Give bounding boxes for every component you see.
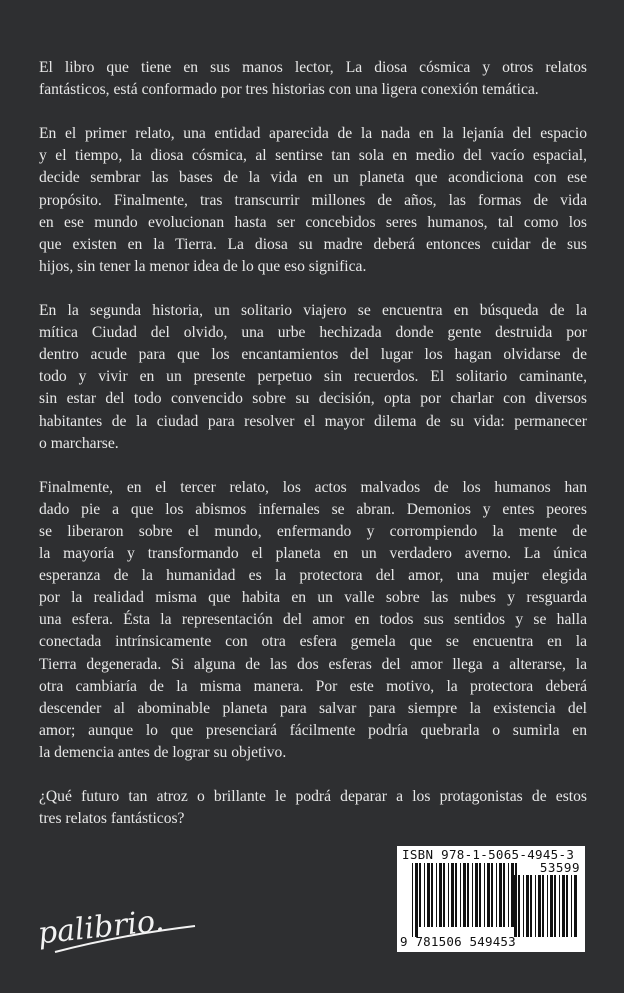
text-line: Finalmente, en el tercer relato, los actos malvados de los humanos han <box>39 478 587 496</box>
barcode-bar <box>487 863 490 927</box>
text-line: habitantes de la ciudad para resolver el mayor dilema de su vida: permanecer <box>39 412 587 430</box>
text-line: En el primer relato, una entidad aparecida de la nada en la lejanía del espacio <box>39 125 587 143</box>
barcode-bar <box>550 875 553 937</box>
barcode-bar <box>514 875 517 937</box>
barcode-bar <box>431 863 433 927</box>
price-code: 53599 <box>539 860 580 875</box>
text-line: propósito. Finalmente, tras transcurrir millones de años, las formas de vida <box>39 191 587 209</box>
text-line: En la segunda historia, un solitario viajero se encuentra en búsqueda de la <box>39 302 587 320</box>
barcode-bar <box>467 863 469 927</box>
paragraph <box>39 786 587 830</box>
barcode-bar <box>518 875 520 937</box>
barcode-bar <box>571 875 572 937</box>
text-line: por la realidad misma que habita en un valle sobre las nubes y resguarda <box>39 589 587 607</box>
barcode-bar <box>472 863 473 927</box>
barcode-bar <box>554 875 556 937</box>
barcode-bar <box>566 875 568 937</box>
ean-digits: 9 781506 549453 <box>400 934 516 949</box>
text-line: tres relatos fantásticos? <box>39 810 185 828</box>
text-line: se liberaron sobre el mundo, enfermando y corrompiendo la mente de <box>39 522 587 540</box>
barcode-bar <box>419 863 421 927</box>
barcode-bars-main <box>412 863 519 937</box>
barcode-bar <box>526 875 529 937</box>
text-line: y el tiempo, la diosa cósmica, al sentirse tan sola en medio del vacío espacial, <box>39 147 587 165</box>
text-line: todo y vivir en un presente perpetuo sin recuerdos. El solitario caminante, <box>39 368 587 386</box>
text-line: una esfera. Ésta la representación del amor en todos sus sentidos y se halla <box>39 611 587 629</box>
text-line: sin estar del todo convencido sobre su decisión, opta por charlar con diversos <box>39 390 587 408</box>
text-line: otra cambiaría de la misma manera. Por este motivo, la protectora deberá <box>39 677 587 695</box>
text-line: mítica Ciudad del olvido, una urbe hechizada donde gente destruida por <box>39 324 587 342</box>
text-line: El libro que tiene en sus manos lector, La diosa cósmica y otros relatos <box>39 59 587 76</box>
paragraph <box>39 477 587 764</box>
barcode-bar <box>463 863 466 927</box>
text-line: esperanza de la humanidad es la protectora del amor, una mujer elegida <box>39 567 587 585</box>
barcode-bar <box>412 863 413 937</box>
barcode-bar <box>530 875 532 937</box>
paragraph <box>39 57 587 101</box>
text-line: dentro acude para que los encantamientos del lugar los hagan olvidarse de <box>39 346 587 364</box>
barcode-bar <box>542 875 544 937</box>
barcode-bar <box>499 863 502 927</box>
barcode-bar <box>547 875 548 937</box>
isbn-label: ISBN 978-1-5065-4945-3 <box>402 847 575 862</box>
barcode-bar <box>508 863 509 927</box>
text-line: en ese mundo evolucionan hasta ser concebidos seres humanos, tal como los <box>39 213 587 231</box>
barcode-bar <box>523 875 524 937</box>
text-line: descender al abominable planeta para salvar para siempre la existencia del <box>39 699 587 717</box>
barcode-bar <box>479 863 481 927</box>
text-line: la demencia antes de lograr su objetivo. <box>39 743 287 761</box>
barcode-bar <box>475 863 478 927</box>
text-line: decide sembrar las bases de la vida en un planeta que acondiciona con ese <box>39 169 587 187</box>
barcode-bar <box>535 875 536 937</box>
publisher-logo <box>30 900 200 960</box>
text-line: que existen en la Tierra. La diosa su madre deberá entonces cuidar de sus <box>39 235 587 253</box>
text-line: hijos, sin tener la menor idea de lo que eso significa. <box>39 257 367 275</box>
text-line: conectada intrínsicamente con otra esfera gemela que se encuentra en la <box>39 633 587 651</box>
barcode-bar <box>424 863 425 927</box>
barcode-bar <box>427 863 430 927</box>
barcode-bar <box>436 863 437 927</box>
text-line: ¿Qué futuro tan atroz o brillante le podrá deparar a los protagonistas de estos <box>39 788 587 806</box>
barcode-bar <box>451 863 454 927</box>
text-line: dado pie a que los abismos infernales se abran. Demonios y entes peores <box>39 500 587 518</box>
barcode-bar <box>448 863 449 927</box>
barcode-bar <box>439 863 442 927</box>
text-line: o marcharse. <box>39 434 119 452</box>
barcode-bar <box>460 863 461 927</box>
barcode-bar <box>443 863 445 927</box>
barcode-bar <box>491 863 493 927</box>
barcode-bar <box>562 875 565 937</box>
paragraph <box>39 300 587 455</box>
paragraph <box>39 123 587 278</box>
barcode-bar <box>538 875 541 937</box>
publisher-logo-text: palibrio. <box>36 903 166 952</box>
barcode-bar <box>574 875 577 937</box>
barcode-bar <box>496 863 497 927</box>
barcode-bar <box>415 863 418 937</box>
barcode-bar <box>559 875 560 937</box>
text-line: la mayoría y transformando el planeta en un verdadero averno. La única <box>39 545 587 563</box>
text-line: Tierra degenerada. Si alguna de las dos esferas del amor llega a alterarse, la <box>39 655 587 673</box>
text-line: amor; aunque lo que presenciará fácilmente podría quebrarla o sumirla en <box>39 721 587 739</box>
barcode-bars-addon <box>514 875 577 937</box>
barcode-bar <box>484 863 485 927</box>
barcode-bar <box>455 863 457 927</box>
barcode-bar <box>503 863 505 927</box>
text-line: fantásticos, está conformado por tres historias con una ligera conexión temática. <box>39 81 539 99</box>
back-cover-blurb <box>39 57 587 852</box>
isbn-barcode <box>397 846 585 952</box>
